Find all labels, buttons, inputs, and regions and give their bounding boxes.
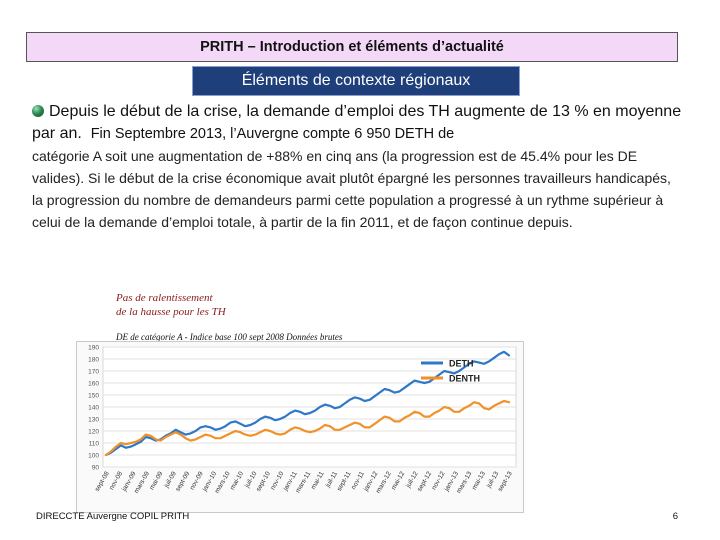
legend-label-denth: DENTH [449,373,480,384]
y-tick-label: 160 [88,380,99,388]
x-tick-label: nov-11 [350,470,366,491]
x-tick-label: janv-12 [362,470,380,493]
chart-note-line1: Pas de ralentissement [116,292,213,304]
x-tick-label: janv-13 [443,470,460,493]
x-tick-label: juil-10 [243,470,259,490]
x-tick-label: nov-09 [188,470,205,492]
x-tick-label: mai-12 [390,470,407,492]
page-number: 6 [672,511,678,522]
body-paragraph: catégorie A soit une augmentation de +88% en cinq ans (la progression est de 45.4% pour les DE valides). Si le début de la crise économique avait plutôt épargné les personnes travailleurs handicapés, la progression du nombre de demandeurs parmi cette population a progressé à un rythme supérieur à celui de la demande d’emploi totale, à partir de la fin 2011, et de façon continue depuis. [32,148,671,230]
section-subtitle-banner [192,66,520,96]
x-tick-label: sept-11 [335,470,353,493]
x-tick-label: nov-12 [430,470,447,492]
y-tick-label: 90 [91,464,99,472]
x-tick-label: janv-11 [282,470,299,493]
x-tick-label: nov-10 [269,470,286,492]
x-tick-label: janv-10 [201,470,219,493]
x-tick-label: mai-09 [148,470,165,492]
slide-title-banner [26,32,678,62]
x-tick-label: juil-09 [163,470,178,490]
legend-label-deth: DETH [449,358,474,369]
x-tick-label: juil-11 [324,470,340,489]
y-tick-label: 110 [88,440,99,448]
x-tick-label: mai-13 [470,470,487,492]
x-tick-label: mars-11 [294,470,313,495]
x-tick-label: mai-10 [229,470,246,492]
y-tick-label: 120 [88,428,99,436]
chart-container [76,341,524,513]
x-tick-label: sept-12 [416,470,434,493]
slide-title: PRITH – Introduction et éléments d’actualité [200,39,504,55]
footer-source: DIRECCTE Auvergne COPIL PRITH [36,511,190,522]
y-tick-label: 170 [88,368,99,376]
section-subtitle: Éléments de contexte régionaux [241,72,471,89]
y-tick-label: 140 [88,404,99,412]
lead-paragraph [32,101,682,145]
x-tick-label: nov-08 [108,470,125,492]
x-tick-label: mars-10 [213,470,232,495]
chart-note [116,291,226,319]
lead-bold-text: Depuis le début de la crise, la demande d’emploi des TH augmente de 13 % en moyenne par an. [32,103,682,142]
bullet-icon [32,105,44,117]
x-tick-label: mars-13 [455,470,474,495]
x-tick-label: juil-12 [404,470,420,490]
x-tick-label: mai-11 [309,470,326,491]
chart-caption: DE de catégorie A - Indice base 100 sept 2008 Données brutes [116,332,343,342]
y-tick-label: 180 [88,356,99,364]
text-content [32,101,682,233]
x-tick-label: sept-08 [93,470,111,493]
chart-note-line2: de la hausse pour les TH [116,306,226,318]
x-tick-label: sept-09 [174,470,192,493]
x-tick-label: mars-09 [133,470,152,495]
x-tick-label: mars-12 [374,470,393,495]
y-tick-label: 190 [88,344,99,352]
y-tick-label: 130 [88,416,99,424]
lead-rest-text: Fin Septembre 2013, l’Auvergne compte 6 950 DETH de [90,126,455,142]
x-tick-label: sept-10 [255,470,272,493]
y-tick-label: 100 [88,452,99,460]
x-tick-label: juil-13 [485,470,501,490]
x-tick-label: sept-13 [496,470,514,493]
x-tick-label: janv-09 [120,470,138,493]
line-chart [76,341,524,513]
y-tick-label: 150 [88,392,99,400]
